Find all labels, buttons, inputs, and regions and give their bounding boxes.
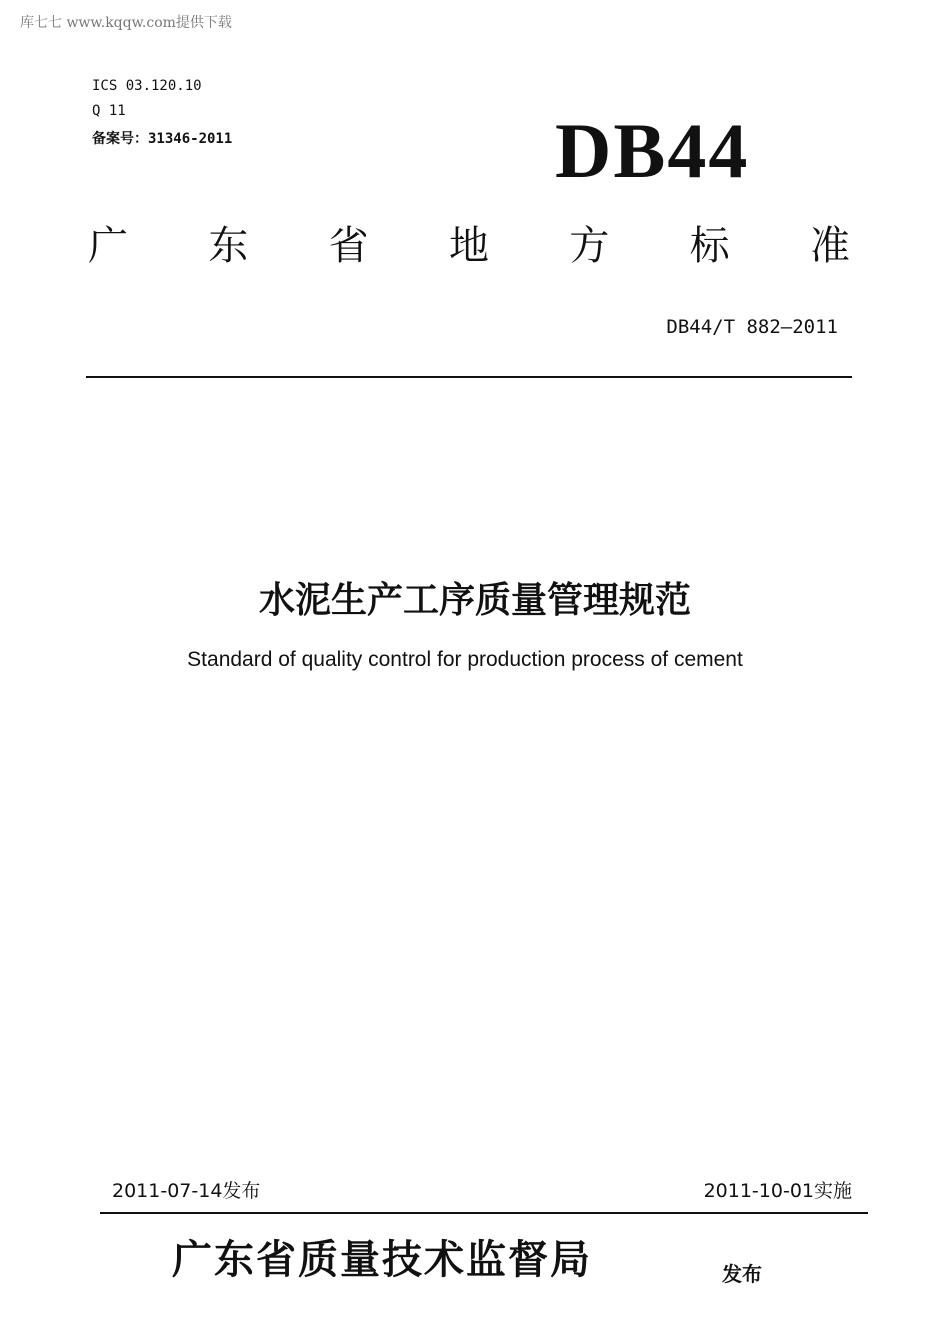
issuing-authority: 广东省质量技术监督局 (172, 1236, 592, 1283)
standard-type-char: 广 (88, 223, 128, 269)
standard-type-char: 东 (208, 223, 249, 269)
top-divider (86, 376, 852, 378)
title-chinese: 水泥生产工序质量管理规范 (258, 580, 691, 621)
ics-code: ICS 03.120.10 (92, 78, 202, 94)
title-english: Standard of quality control for production process of cement (187, 648, 743, 671)
standard-type-char: 方 (569, 223, 610, 269)
watermark-text: 库七七 www.kqqw.com提供下载 (20, 15, 232, 31)
issue-date: 2011-07-14发布 (112, 1180, 261, 1202)
implementation-date: 2011-10-01实施 (703, 1180, 852, 1202)
issue-label: 发布 (722, 1262, 762, 1286)
standard-type-heading (88, 223, 850, 269)
standard-type-char: 地 (448, 223, 489, 269)
classification-code: Q 11 (92, 103, 126, 119)
filing-number: 备案号：31346-2011 (92, 131, 233, 147)
standard-type-char: 标 (689, 223, 730, 269)
standard-number: DB44/T 882—2011 (666, 316, 838, 338)
db-mark: DB44 (555, 107, 750, 194)
standard-type-char: 准 (809, 223, 850, 269)
bottom-divider (100, 1212, 868, 1214)
standard-type-char: 省 (328, 223, 369, 269)
